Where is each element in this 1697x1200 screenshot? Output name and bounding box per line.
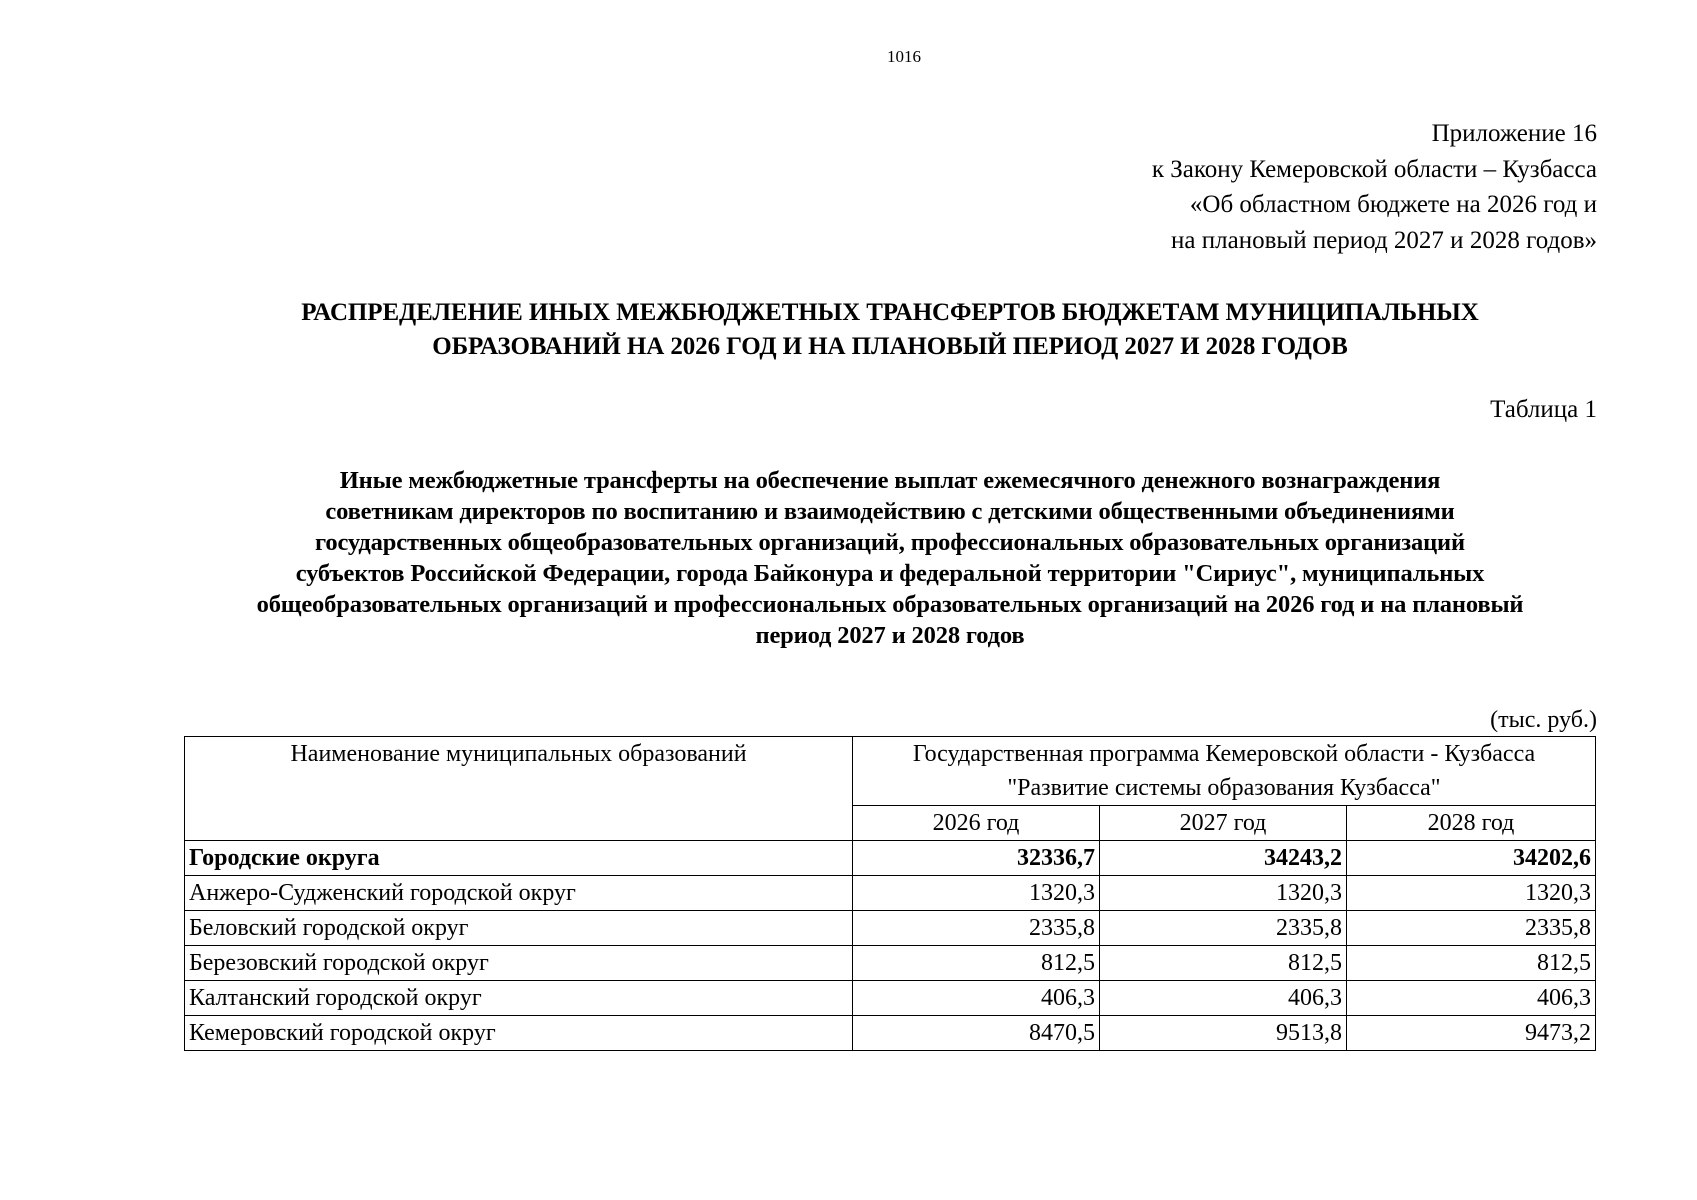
appendix-line: «Об областном бюджете на 2026 год и: [1189, 191, 1597, 218]
table-title-line: период 2027 и 2028 годов: [755, 622, 1025, 649]
appendix-reference: [1152, 116, 1597, 258]
row-value-2026: 812,5: [853, 946, 1100, 981]
page-number: 1016: [887, 47, 921, 66]
row-name: Анжеро-Судженский городской округ: [185, 876, 853, 911]
row-value-2027: 34243,2: [1100, 841, 1347, 876]
row-value-2026: 1320,3: [853, 876, 1100, 911]
transfers-table: [184, 736, 1596, 1051]
appendix-line: на плановый период 2027 и 2028 годов»: [1171, 226, 1597, 254]
table-row: [185, 911, 1596, 946]
row-value-2027: 1320,3: [1100, 876, 1347, 911]
row-name: Городские округа: [185, 841, 853, 876]
row-value-2027: 812,5: [1100, 946, 1347, 981]
appendix-line: Приложение 16: [1431, 120, 1597, 147]
unit-label: (тыс. руб.): [1490, 707, 1597, 733]
header-year-2027: 2027 год: [1100, 806, 1347, 841]
header-municipality-name: Наименование муниципальных образований: [185, 737, 853, 841]
row-value-2026: 32336,7: [853, 841, 1100, 876]
row-value-2028: 34202,6: [1347, 841, 1596, 876]
table-title-line: Иные межбюджетные трансферты на обеспечение выплат ежемесячного денежного вознаграждения: [339, 467, 1441, 494]
row-value-2027: 406,3: [1100, 981, 1347, 1016]
header-year-2028: 2028 год: [1347, 806, 1596, 841]
table-title-line: субъектов Российской Федерации, города Байконура и федеральной территории "Сириус", муниципальных: [295, 560, 1485, 587]
row-value-2028: 1320,3: [1347, 876, 1596, 911]
row-value-2028: 2335,8: [1347, 911, 1596, 946]
document-title: [160, 296, 1620, 364]
document-title-line: ОБРАЗОВАНИЙ НА 2026 ГОД И НА ПЛАНОВЫЙ ПЕРИОД 2027 И 2028 ГОДОВ: [432, 333, 1348, 360]
table-header-row: [185, 737, 1596, 806]
row-name: Березовский городской округ: [185, 946, 853, 981]
table-row-total: [185, 841, 1596, 876]
table-label: Таблица 1: [1490, 396, 1597, 423]
row-value-2028: 9473,2: [1347, 1016, 1596, 1051]
appendix-line: к Закону Кемеровской области – Кузбасса: [1151, 155, 1597, 183]
document-title-line: РАСПРЕДЕЛЕНИЕ ИНЫХ МЕЖБЮДЖЕТНЫХ ТРАНСФЕРТОВ БЮДЖЕТАМ МУНИЦИПАЛЬНЫХ: [301, 299, 1479, 326]
header-program-line: Государственная программа Кемеровской области - Кузбасса: [912, 741, 1536, 767]
header-state-program: [853, 737, 1596, 806]
table-row: [185, 876, 1596, 911]
row-value-2028: 406,3: [1347, 981, 1596, 1016]
row-value-2027: 2335,8: [1100, 911, 1347, 946]
table-title-line: советникам директоров по воспитанию и взаимодействию с детскими общественными объединениями: [325, 498, 1455, 525]
row-value-2027: 9513,8: [1100, 1016, 1347, 1051]
header-program-line: "Развитие системы образования Кузбасса": [1007, 775, 1441, 801]
table-row: [185, 946, 1596, 981]
row-name: Калтанский городской округ: [185, 981, 853, 1016]
table-title: [190, 465, 1590, 651]
row-value-2028: 812,5: [1347, 946, 1596, 981]
header-year-2026: 2026 год: [853, 806, 1100, 841]
row-name: Кемеровский городской округ: [185, 1016, 853, 1051]
row-name: Беловский городской округ: [185, 911, 853, 946]
row-value-2026: 2335,8: [853, 911, 1100, 946]
table-title-line: общеобразовательных организаций и профессиональных образовательных организаций на 2026 год и на плановый: [256, 591, 1524, 618]
table-title-line: государственных общеобразовательных организаций, профессиональных образовательных организаций: [315, 529, 1465, 556]
row-value-2026: 8470,5: [853, 1016, 1100, 1051]
table-row: [185, 1016, 1596, 1051]
row-value-2026: 406,3: [853, 981, 1100, 1016]
table-row: [185, 981, 1596, 1016]
